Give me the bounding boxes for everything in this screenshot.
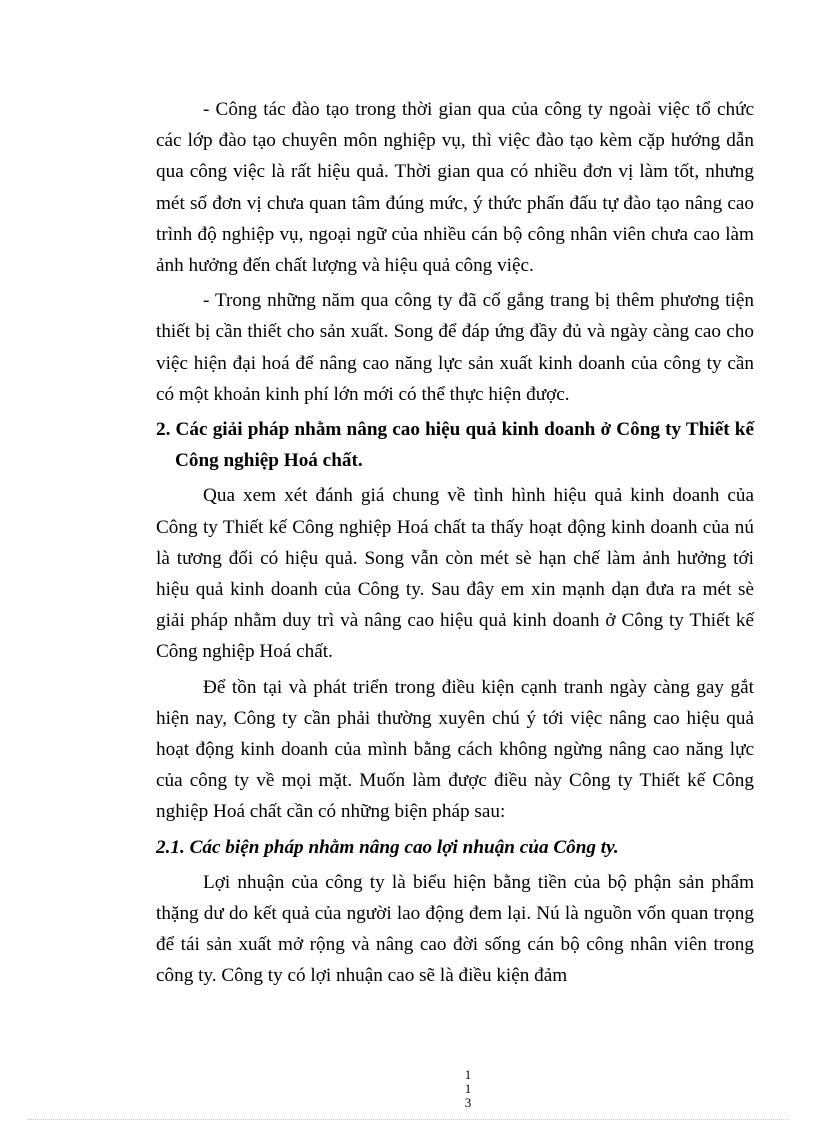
paragraph-overview: Qua xem xét đánh giá chung về tình hình hiệu quả kinh doanh của Công ty Thiết kế Công nghiệp Hoá chất ta thấy hoạt động kinh doanh của nú là tương đối có hiệu quả. Song vẫn còn mét sè hạn chế làm ảnh hưởng tới hiệu quả kinh doanh của Công ty. Sau đây em xin mạnh dạn đưa ra mét sè giải pháp nhằm duy trì và nâng cao hiệu quả kinh doanh ở Công ty Thiết kế Công nghiệp Hoá chất. [156, 485, 754, 663]
paragraph-competition: Để tồn tại và phát triển trong điều kiện cạnh tranh ngày càng gay gắt hiện nay, Công ty cần phải thường xuyên chú ý tới việc nâng cao hiệu quả hoạt động kinh doanh của mình bằng cách không ngừng nâng cao năng lực của công ty về mọi mặt. Muốn làm được điều này Công ty Thiết kế Công nghiệp Hoá chất cần có những biện pháp sau: [156, 676, 754, 823]
body-text [156, 94, 754, 992]
paragraph-profit: Lợi nhuận của công ty là biểu hiện bằng tiền của bộ phận sản phẩm thặng dư do kết quả của người lao động đem lại. Nú là nguồn vốn quan trọng để tái sản xuất mở rộng và nâng cao đời sống cán bộ công nhân viên trong công ty. Công ty có lợi nhuận cao sẽ là điều kiện đảm [156, 871, 754, 987]
section-heading-2: 2. Các giải pháp nhằm nâng cao hiệu quả kinh doanh ở Công ty Thiết kế Công nghiệp Hoá chất. [156, 419, 754, 472]
section-heading-2-1: 2.1. Các biện pháp nhằm nâng cao lợi nhuận của Công ty. [156, 836, 619, 858]
page-number: 113 [464, 1067, 472, 1110]
paragraph-training: - Công tác đào tạo trong thời gian qua của công ty ngoài việc tổ chức các lớp đào tạo chuyên môn nghiệp vụ, thì việc đào tạo kèm cặp hướng dẫn qua công việc là rất hiệu quả. Thời gian qua có nhiều đơn vị làm tốt, nhưng mét số đơn vị chưa quan tâm đúng mức, ý thức phấn đấu tự đào tạo nâng cao trình độ nghiệp vụ, ngoại ngữ của nhiều cán bộ công nhân viên chưa cao làm ảnh hưởng đến chất lượng và hiệu quả công việc. [156, 99, 754, 277]
paragraph-equipment: - Trong những năm qua công ty đã cố gắng trang bị thêm phương tiện thiết bị cần thiết cho sản xuất. Song để đáp ứng đầy đủ và ngày càng cao cho việc hiện đại hoá để nâng cao năng lực sản xuất kinh doanh của công ty cần có một khoản kinh phí lớn mới có thể thực hiện được. [156, 290, 754, 405]
bottom-dotted-rule [28, 1119, 788, 1120]
